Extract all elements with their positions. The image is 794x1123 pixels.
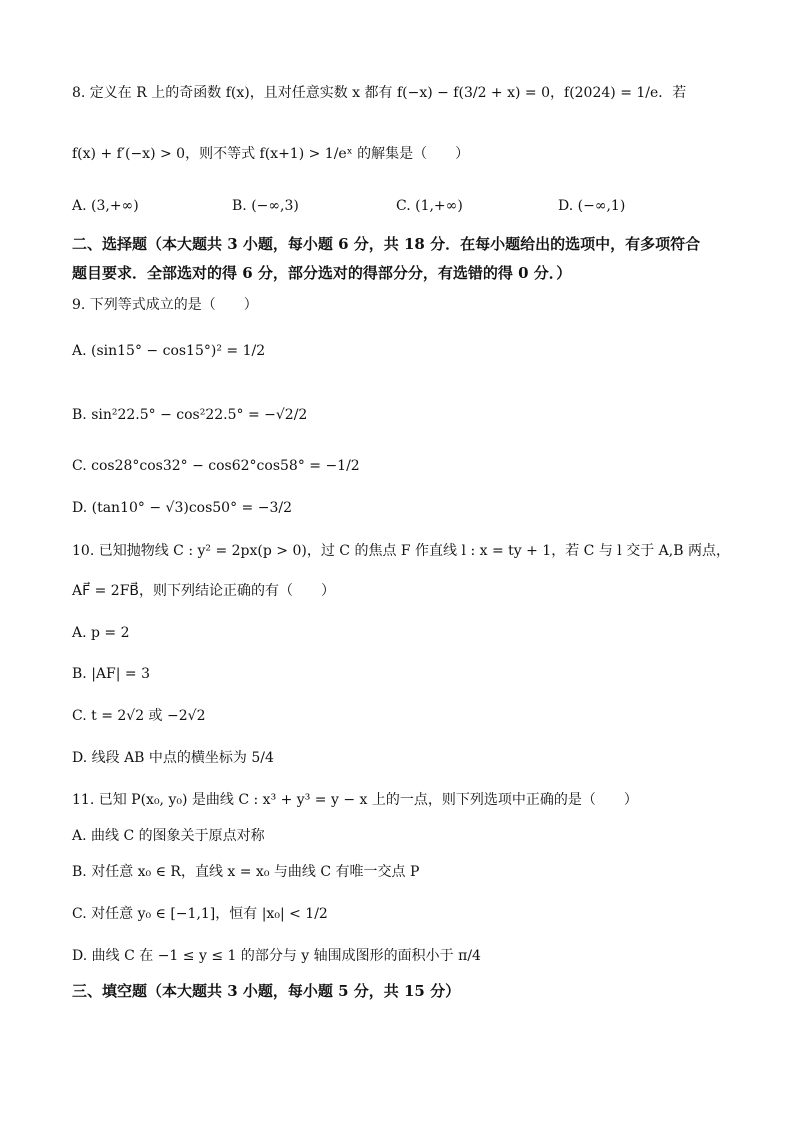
q8-option-d: D. (−∞,1): [558, 198, 626, 214]
q10-option-a: A. p = 2: [72, 625, 130, 641]
q9-option-a: A. (sin15° − cos15°)² = 1/2: [72, 343, 266, 359]
q9-option-c: C. cos28°cos32° − cos62°cos58° = −1/2: [72, 458, 360, 474]
q11-stem: 11. 已知 P(x₀, y₀) 是曲线 C : x³ + y³ = y − x 上的一点，则下列选项中正确的是（ ）: [72, 792, 638, 808]
q9-option-d: D. (tan10° − √3)cos50° = −3/2: [72, 500, 292, 516]
section2-heading-line2: 题目要求．全部选对的得 6 分，部分选对的得部分分，有选错的得 0 分．）: [72, 264, 572, 282]
q8-stem-line2: f(x) + f′(−x) > 0，则不等式 f(x+1) > 1/eˣ 的解集是（ ）: [72, 146, 470, 162]
q10-option-c: C. t = 2√2 或 −2√2: [72, 708, 206, 724]
q11-option-b: B. 对任意 x₀ ∈ R，直线 x = x₀ 与曲线 C 有唯一交点 P: [72, 864, 420, 880]
q10-stem-line1: 10. 已知抛物线 C : y² = 2px(p > 0)，过 C 的焦点 F 作直线 l : x = ty + 1，若 C 与 l 交于 A,B 两点，: [72, 543, 730, 559]
q8-option-a: A. (3,+∞): [72, 198, 139, 214]
q9-option-b: B. sin²22.5° − cos²22.5° = −√2/2: [72, 407, 308, 423]
q9-stem: 9. 下列等式成立的是（ ）: [72, 297, 258, 313]
q8-option-c: C. (1,+∞): [396, 198, 463, 214]
section3-heading: 三、填空题（本大题共 3 小题，每小题 5 分，共 15 分）: [72, 982, 461, 1000]
q11-option-d: D. 曲线 C 在 −1 ≤ y ≤ 1 的部分与 y 轴围成图形的面积小于 π/4: [72, 948, 481, 964]
q8-stem-line1: 8. 定义在 R 上的奇函数 f(x)，且对任意实数 x 都有 f(−x) − f(3/2 + x) = 0，f(2024) = 1/e．若: [72, 85, 687, 101]
section2-heading-line1: 二、选择题（本大题共 3 小题，每小题 6 分，共 18 分．在每小题给出的选项中，有多项符合: [72, 235, 701, 253]
q10-stem-line2: AF⃗ = 2FB⃗，则下列结论正确的有（ ）: [72, 583, 336, 599]
q11-option-a: A. 曲线 C 的图象关于原点对称: [72, 828, 265, 844]
q10-option-b: B. |AF| = 3: [72, 666, 150, 682]
q8-option-b: B. (−∞,3): [232, 198, 299, 214]
q10-option-d: D. 线段 AB 中点的横坐标为 5/4: [72, 750, 274, 766]
q11-option-c: C. 对任意 y₀ ∈ [−1,1]，恒有 |x₀| < 1/2: [72, 906, 328, 922]
